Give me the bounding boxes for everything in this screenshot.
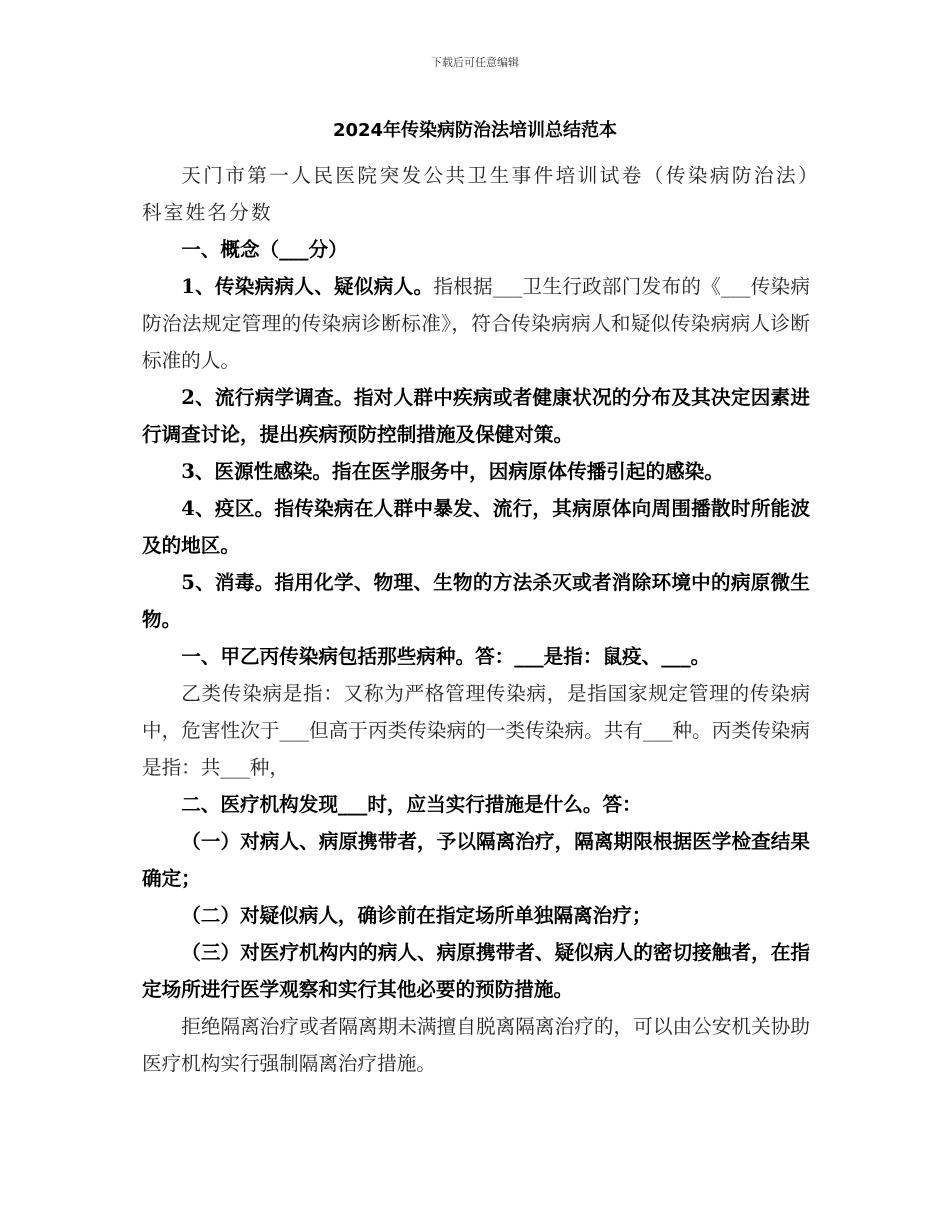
section-heading-concepts: 一、概念（___分）: [181, 238, 348, 261]
paragraph-intro: 天门市第一人民医院突发公共卫生事件培训试卷（传染病防治法）科室姓名分数: [142, 164, 810, 224]
paragraph-definition-2: 2、流行病学调查。指对人群中疾病或者健康状况的分布及其决定因素进行调查讨论，提出疾病预防控制措施及保健对策。: [142, 386, 810, 446]
definition-1-term: 1、传染病病人、疑似病人。: [181, 275, 434, 298]
paragraph-definition-4: 4、疫区。指传染病在人群中暴发、流行，其病原体向周围播散时所能波及的地区。: [142, 497, 810, 557]
document-title: 2024年传染病防治法培训总结范本: [332, 120, 618, 141]
paragraph-class-b-c: 乙类传染病是指：又称为严格管理传染病，是指国家规定管理的传染病中，危害性次于___但高于丙类传染病的一类传染病。共有___种。丙类传染病是指：共___种，: [142, 682, 810, 779]
document-body: [142, 157, 810, 1082]
paragraph-definition-1: [142, 268, 810, 379]
paragraph-definition-5: 5、消毒。指用化学、物理、生物的方法杀灭或者消除环境中的病原微生物。: [142, 571, 810, 631]
definition-1-text: 指根据___卫生行政部门发布的《___传染病防治法规定管理的传染病诊断标准》，符合传染病病人和疑似传染病病人诊断标准的人。: [142, 275, 810, 372]
measure-item-1: （一）对病人、病原携带者，予以隔离治疗，隔离期限根据医学检查结果确定；: [142, 830, 810, 890]
measure-item-3: （三）对医疗机构内的病人、病原携带者、疑似病人的密切接触者，在指定场所进行医学观察和实行其他必要的预防措施。: [142, 941, 810, 1001]
measure-item-2: （二）对疑似病人，确诊前在指定场所单独隔离治疗；: [181, 904, 652, 927]
page-header: 下载后可任意编辑: [431, 56, 519, 69]
section-heading-measures: 二、医疗机构发现___时，应当实行措施是什么。答：: [181, 793, 642, 816]
paragraph-definition-3: 3、医源性感染。指在医学服务中，因病原体传播引起的感染。: [181, 460, 724, 483]
paragraph-enforcement: 拒绝隔离治疗或者隔离期未满擅自脱离隔离治疗的，可以由公安机关协助医疗机构实行强制隔离治疗措施。: [142, 1015, 810, 1075]
section-heading-classes: 一、甲乙丙传染病包括那些病种。答：___是指：鼠疫、___。: [181, 645, 711, 668]
